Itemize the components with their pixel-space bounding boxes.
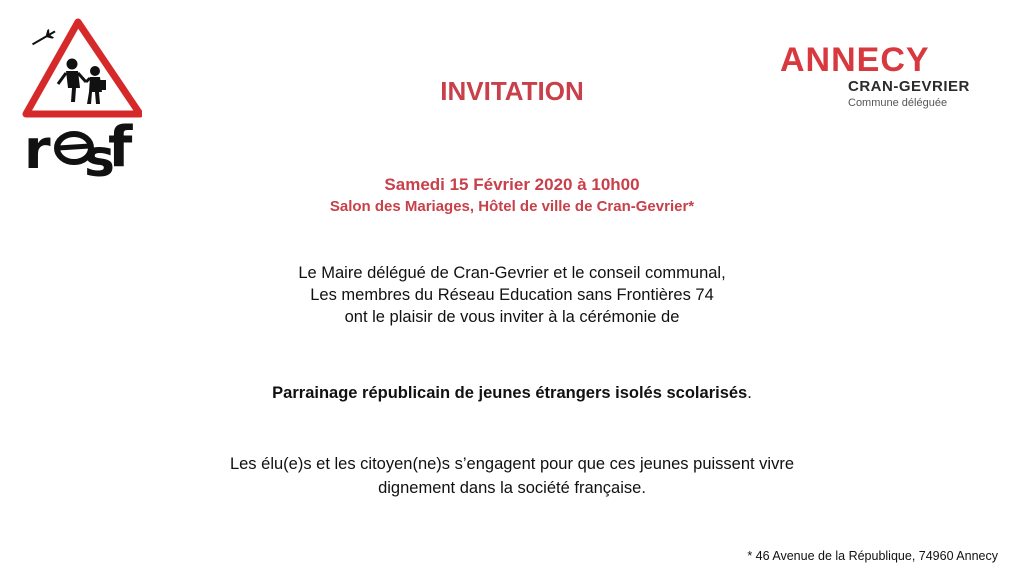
address-footnote: * 46 Avenue de la République, 74960 Annecy: [747, 549, 998, 563]
resf-lettering: [24, 115, 133, 180]
annecy-logo-name: ANNECY: [780, 41, 930, 79]
body-line: ont le plaisir de vous inviter à la cérémonie de: [344, 308, 680, 326]
closing-line: Les élu(e)s et les citoyen(ne)s s’engagent pour que ces jeunes puissent vivre: [229, 455, 795, 473]
body-line: Le Maire délégué de Cran-Gevrier et le conseil communal,: [298, 264, 726, 282]
invitation-body: [0, 262, 1024, 328]
ceremony-subject-text: Parrainage républicain de jeunes étrangers isolés scolarisés: [272, 384, 748, 402]
airplane-icon: [30, 27, 58, 49]
annecy-logo-caption: Commune déléguée: [848, 97, 948, 109]
invitation-title: INVITATION: [440, 76, 584, 106]
closing-statement: [0, 452, 1024, 500]
closing-line: dignement dans la société française.: [378, 479, 646, 497]
svg-text:r: r: [24, 118, 51, 180]
event-date: Samedi 15 Février 2020 à 10h00: [384, 175, 640, 194]
svg-text:f: f: [108, 115, 133, 180]
ceremony-subject: [0, 384, 1024, 403]
annecy-logo-subtitle: CRAN-GEVRIER: [848, 78, 970, 95]
svg-text:s: s: [84, 129, 115, 180]
ceremony-subject-suffix: .: [747, 384, 752, 402]
body-line: Les membres du Réseau Education sans Frontières 74: [310, 286, 714, 304]
event-place: Salon des Mariages, Hôtel de ville de Cran-Gevrier*: [329, 198, 695, 215]
